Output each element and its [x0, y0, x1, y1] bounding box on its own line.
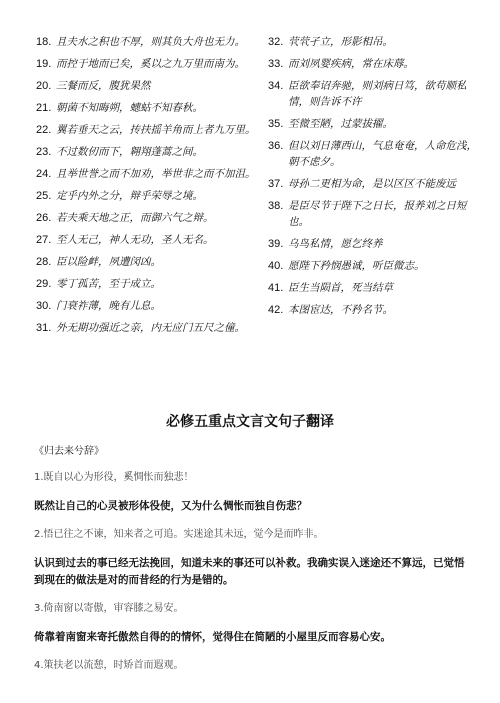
item-number: 36. — [268, 140, 284, 152]
item-number: 41. — [268, 282, 284, 294]
article-title: 《归去来兮辞》 — [34, 446, 104, 457]
item-text: 而控于地而已矣，奚以之九万里而南为。 — [56, 58, 245, 70]
item-text: 至人无己，神人无功，圣人无名。 — [56, 234, 214, 246]
list-item — [36, 254, 258, 270]
list-item — [36, 166, 258, 182]
list-item — [36, 56, 258, 72]
item-text: 朝菌不知晦朔，蟪蛄不知春秋。 — [56, 102, 203, 114]
item-text: 臣欲奉诏奔驰，则刘病日笃，欲苟顺私情，则告诉不许 — [288, 80, 467, 108]
item-text: 至微至陋，过蒙拔擢。 — [288, 118, 393, 130]
translation-sentence: 既然让自己的心灵被形体役使，又为什么惆怅而独自伤悲？ — [34, 500, 307, 512]
list-item — [268, 258, 478, 274]
item-text: 但以刘日薄西山，气息奄奄，人命危浅，朝不虑夕。 — [288, 140, 477, 168]
right-sentence-list — [268, 34, 478, 324]
item-text: 是臣尽节于陛下之日长，报养刘之日短也。 — [288, 200, 467, 228]
item-text: 且夫水之积也不厚，则其负大舟也无力。 — [56, 36, 245, 48]
item-text: 不过数仞而下，翱翔蓬蒿之间。 — [56, 146, 203, 158]
item-number: 31. — [36, 322, 52, 334]
list-item — [268, 34, 478, 50]
item-text: 定乎内外之分，辩乎荣辱之境。 — [56, 190, 203, 202]
item-text: 臣生当陨首，死当结草 — [288, 282, 393, 294]
list-item — [268, 138, 478, 170]
item-number: 27. — [36, 234, 52, 246]
item-number: 20. — [36, 80, 52, 92]
item-number: 39. — [268, 238, 284, 250]
list-item — [36, 188, 258, 204]
item-number: 40. — [268, 260, 284, 272]
item-number: 23. — [36, 146, 52, 158]
item-number: 18. — [36, 36, 52, 48]
source-sentence: 2.悟已往之不谏，知来者之可追。实迷途其未远，觉今是而昨非。 — [34, 529, 324, 540]
list-item — [268, 236, 478, 252]
item-number: 34. — [268, 80, 284, 92]
list-item — [36, 34, 258, 50]
list-item — [268, 198, 478, 230]
item-number: 32. — [268, 36, 284, 48]
item-number: 19. — [36, 58, 52, 70]
item-text: 三餐而反，腹犹果然 — [56, 80, 151, 92]
item-number: 29. — [36, 278, 52, 290]
item-text: 门衰祚薄，晚有儿息。 — [56, 300, 161, 312]
item-text: 且举世誉之而不加劝，举世非之而不加沮。 — [56, 168, 256, 180]
source-sentence: 3.倚南窗以寄傲，审容膝之易安。 — [34, 603, 184, 614]
source-sentence: 1.既自以心为形役，奚惆怅而独悲！ — [34, 472, 194, 483]
translation-sentence: 认识到过去的事已经无法挽回，知道未来的事还可以补救。我确实误入迷途还不算远，已觉悟到现在的做法是对的而昔经的行为是错的。 — [34, 557, 465, 586]
item-text: 翼若垂天之云，抟扶摇羊角而上者九万里。 — [56, 124, 256, 136]
list-item — [268, 116, 478, 132]
item-text: 茕茕孑立，形影相吊。 — [288, 36, 393, 48]
item-text: 愿陛下矜悯愚诚，听臣微志。 — [288, 260, 425, 272]
item-text: 本图宦达，不矜名节。 — [288, 304, 393, 316]
translation-sentence: 倚靠着南窗来寄托傲然自得的的情怀，觉得住在简陋的小屋里反而容易心安。 — [34, 631, 391, 643]
list-item — [36, 298, 258, 314]
item-number: 26. — [36, 212, 52, 224]
item-number: 30. — [36, 300, 52, 312]
item-text: 外无期功强近之亲，内无应门五尺之僮。 — [56, 322, 245, 334]
item-number: 28. — [36, 256, 52, 268]
item-number: 25. — [36, 190, 52, 202]
section-title: 必修五重点文言文句子翻译 — [166, 414, 334, 430]
list-item — [36, 100, 258, 116]
list-item — [36, 78, 258, 94]
list-item — [36, 144, 258, 160]
list-item — [36, 276, 258, 292]
item-number: 24. — [36, 168, 52, 180]
item-text: 若夫乘天地之正，而御六气之辩。 — [56, 212, 214, 224]
item-number: 42. — [268, 304, 284, 316]
list-item — [268, 78, 478, 110]
list-item — [268, 302, 478, 318]
item-number: 21. — [36, 102, 52, 114]
item-text: 臣以险衅，夙遭闵凶。 — [56, 256, 161, 268]
item-text: 乌鸟私情，愿乞终养 — [288, 238, 383, 250]
item-text: 而刘夙婴疾病，常在床蓐。 — [288, 58, 414, 70]
list-item — [268, 56, 478, 72]
list-item — [36, 122, 258, 138]
left-sentence-list — [36, 34, 258, 342]
item-number: 33. — [268, 58, 284, 70]
item-number: 38. — [268, 200, 284, 212]
item-number: 37. — [268, 178, 284, 190]
item-text: 母孙二更相为命，是以区区不能废远 — [288, 178, 456, 190]
list-item — [268, 176, 478, 192]
item-text: 零丁孤苦，至于成立。 — [56, 278, 161, 290]
list-item — [36, 210, 258, 226]
list-item — [268, 280, 478, 296]
item-number: 35. — [268, 118, 284, 130]
list-item — [36, 320, 258, 336]
source-sentence: 4.策扶老以流憩，时矫首而遐观。 — [34, 660, 184, 671]
list-item — [36, 232, 258, 248]
translation-section — [34, 442, 470, 686]
item-number: 22. — [36, 124, 52, 136]
